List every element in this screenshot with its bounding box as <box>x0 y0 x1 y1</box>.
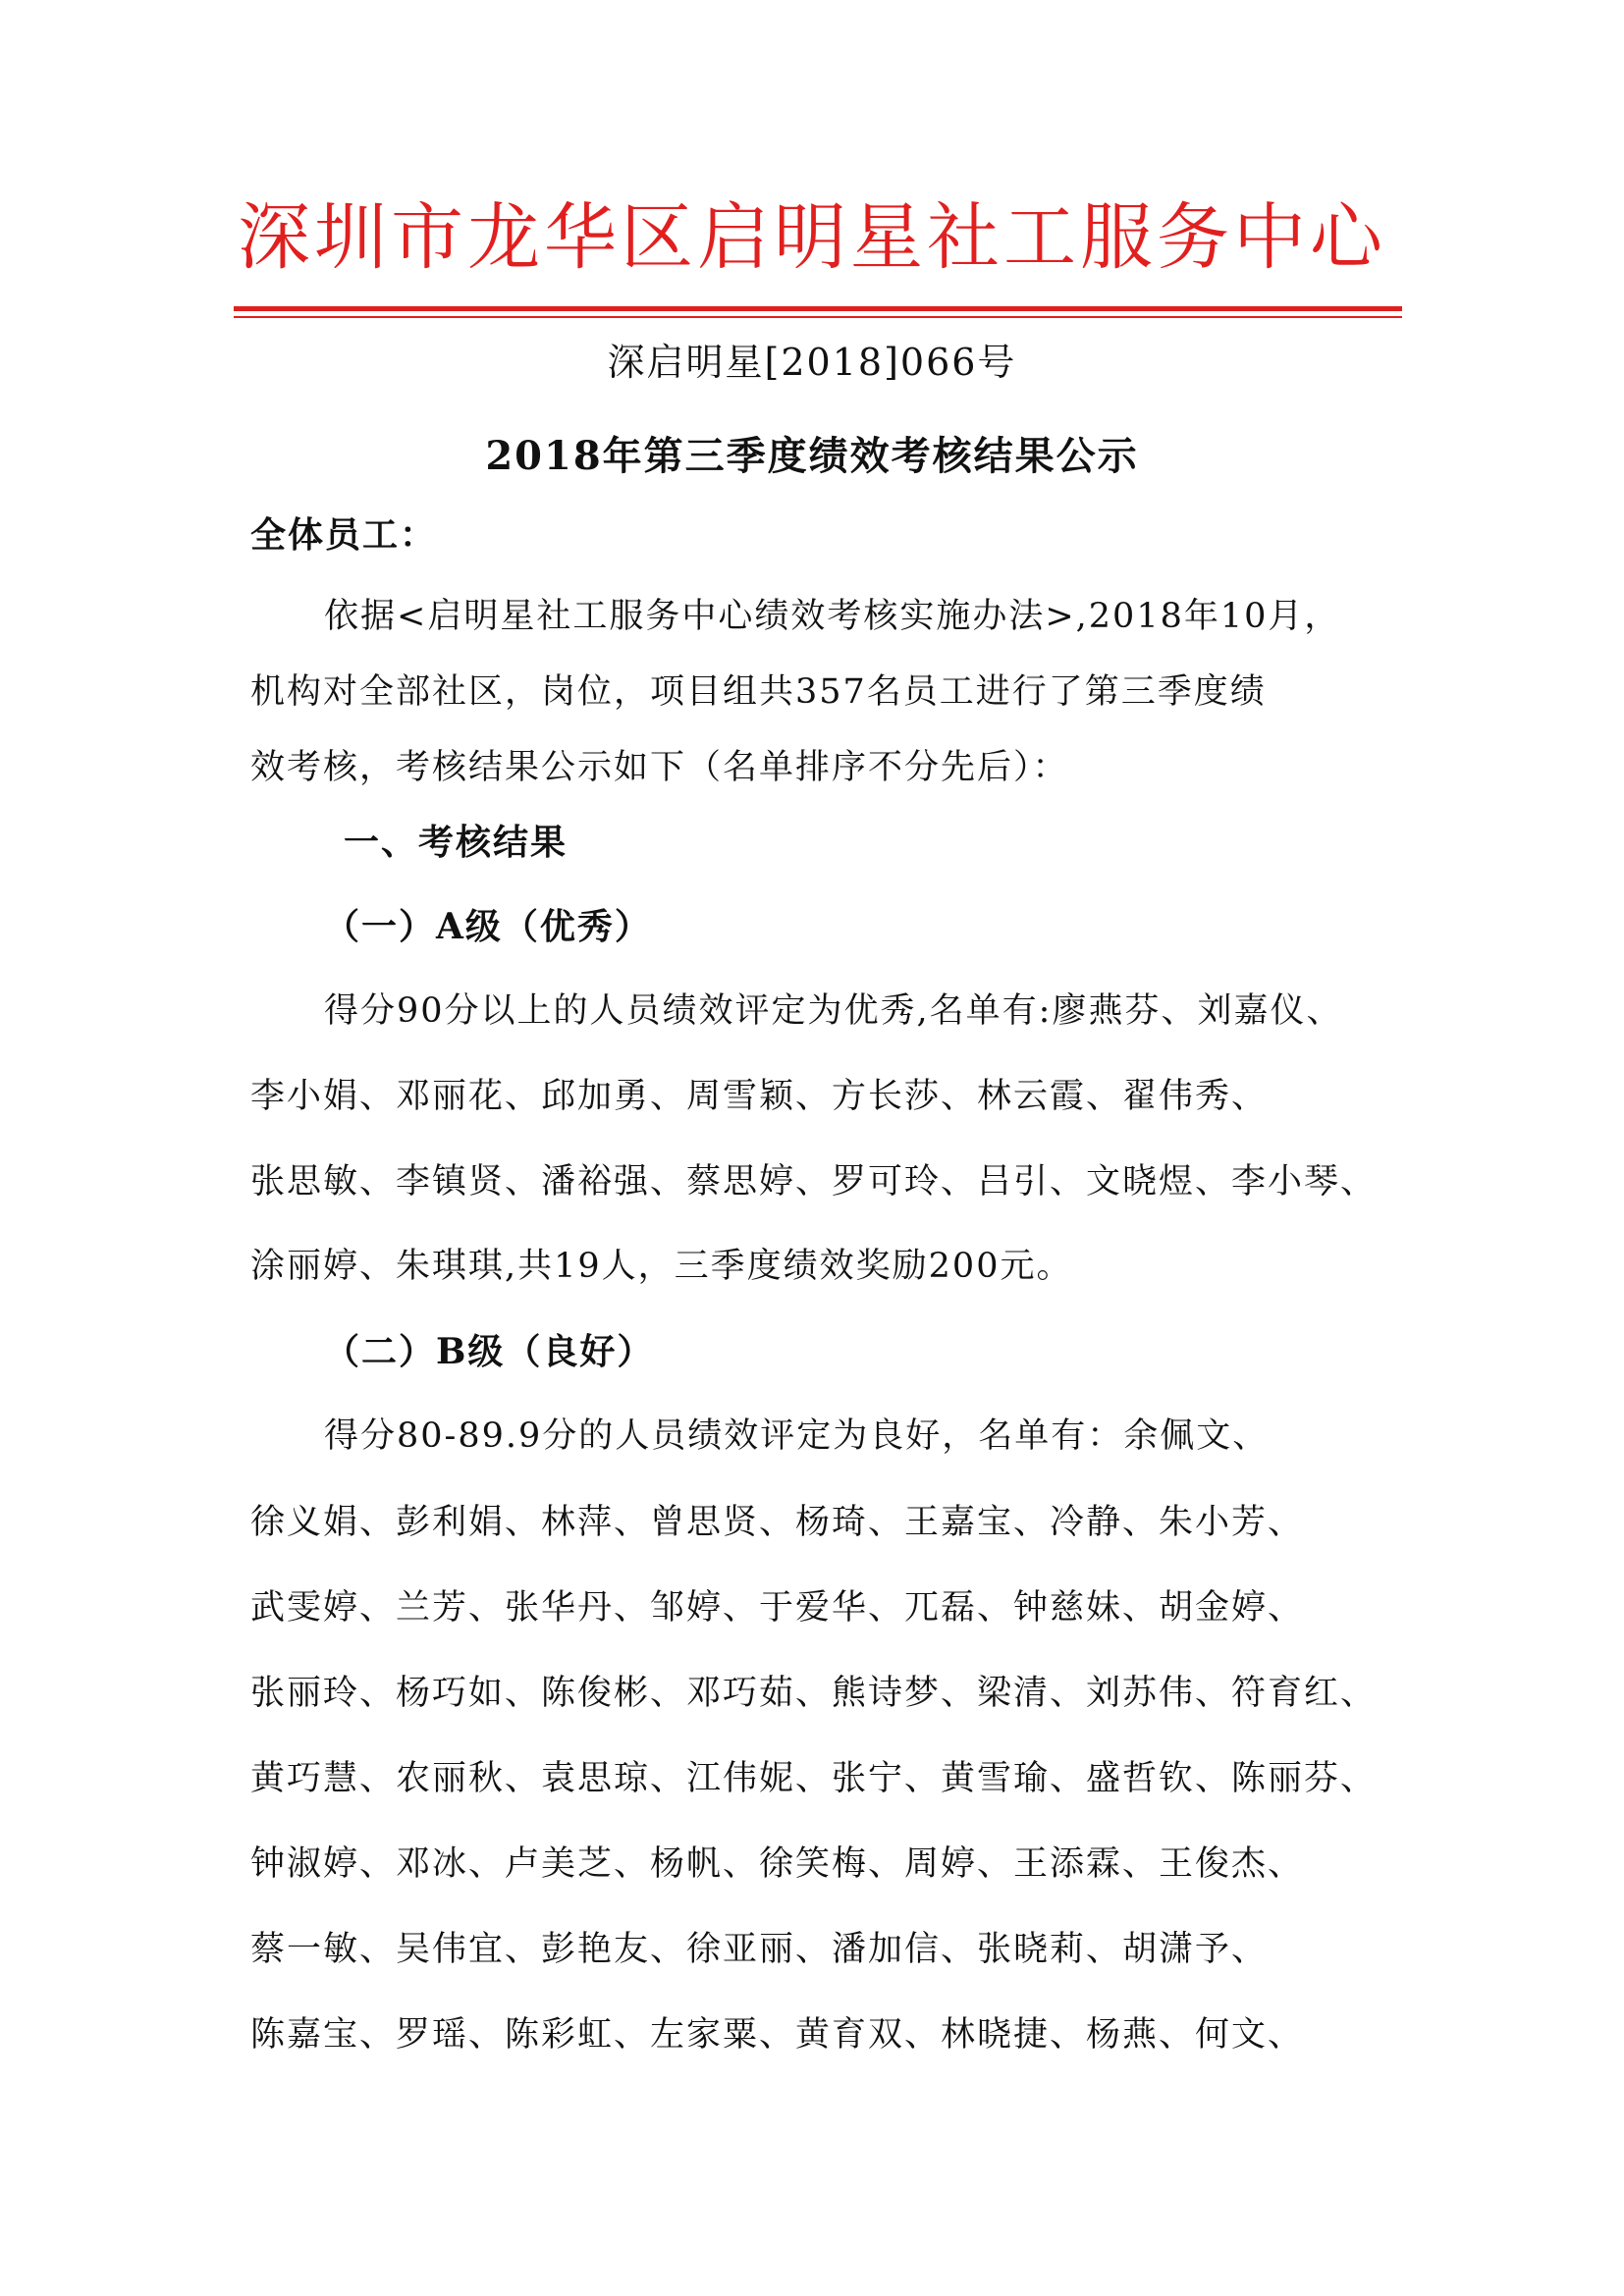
salutation: 全体员工： <box>250 514 438 556</box>
grade-b-heading: （二）B级（良好） <box>324 1331 655 1372</box>
intro-line: 效考核，考核结果公示如下（名单排序不分先后）： <box>250 748 1069 787</box>
grade-b-line: 黄巧慧、农丽秋、袁思琼、江伟妮、张宁、黄雪瑜、盛哲钦、陈丽芬、 <box>250 1759 1378 1798</box>
header-rule-thin <box>234 316 1402 318</box>
grade-a-line: 张思敏、李镇贤、潘裕强、蔡思婷、罗可玲、吕引、文晓煜、李小琴、 <box>250 1162 1378 1201</box>
grade-b-line: 徐义娟、彭利娟、林萍、曾思贤、杨琦、王嘉宝、冷静、朱小芳、 <box>250 1503 1305 1542</box>
grade-a-line: 李小娟、邓丽花、邱加勇、周雪颖、方长莎、林云霞、翟伟秀、 <box>250 1077 1269 1116</box>
intro-line: 依据<启明星社工服务中心绩效考核实施办法>,2018年10月， <box>324 597 1341 636</box>
grade-a-heading: （一）A级（优秀） <box>324 906 652 947</box>
grade-b-line: 钟淑婷、邓冰、卢美芝、杨帆、徐笑梅、周婷、王添霖、王俊杰、 <box>250 1844 1305 1884</box>
document-number: 深启明星[2018]066号 <box>607 341 1017 384</box>
grade-b-line: 张丽玲、杨巧如、陈俊彬、邓巧茹、熊诗梦、梁清、刘苏伟、符育红、 <box>250 1674 1378 1713</box>
grade-b-line: 陈嘉宝、罗瑶、陈彩虹、左家粟、黄育双、林晓捷、杨燕、何文、 <box>250 2015 1305 2055</box>
header-rule-thick <box>234 306 1402 311</box>
grade-b-line: 蔡一敏、吴伟宜、彭艳友、徐亚丽、潘加信、张晓莉、胡潇予、 <box>250 1930 1269 1969</box>
grade-b-line: 武雯婷、兰芳、张华丹、邹婷、于爱华、兀磊、钟慈妹、胡金婷、 <box>250 1588 1305 1628</box>
section-heading-results: 一、考核结果 <box>344 822 568 863</box>
grade-a-line: 得分90分以上的人员绩效评定为优秀,名单有:廖燕芬、刘嘉仪、 <box>324 991 1343 1031</box>
organization-name: 深圳市龙华区启明星社工服务中心 <box>238 195 1386 280</box>
document-title: 2018年第三季度绩效考核结果公示 <box>485 433 1139 479</box>
grade-a-line: 涂丽婷、朱琪琪,共19人，三季度绩效奖励200元。 <box>250 1247 1073 1286</box>
intro-line: 机构对全部社区，岗位，项目组共357名员工进行了第三季度绩 <box>250 672 1267 712</box>
grade-b-line: 得分80-89.9分的人员绩效评定为良好，名单有：余佩文、 <box>324 1416 1270 1456</box>
